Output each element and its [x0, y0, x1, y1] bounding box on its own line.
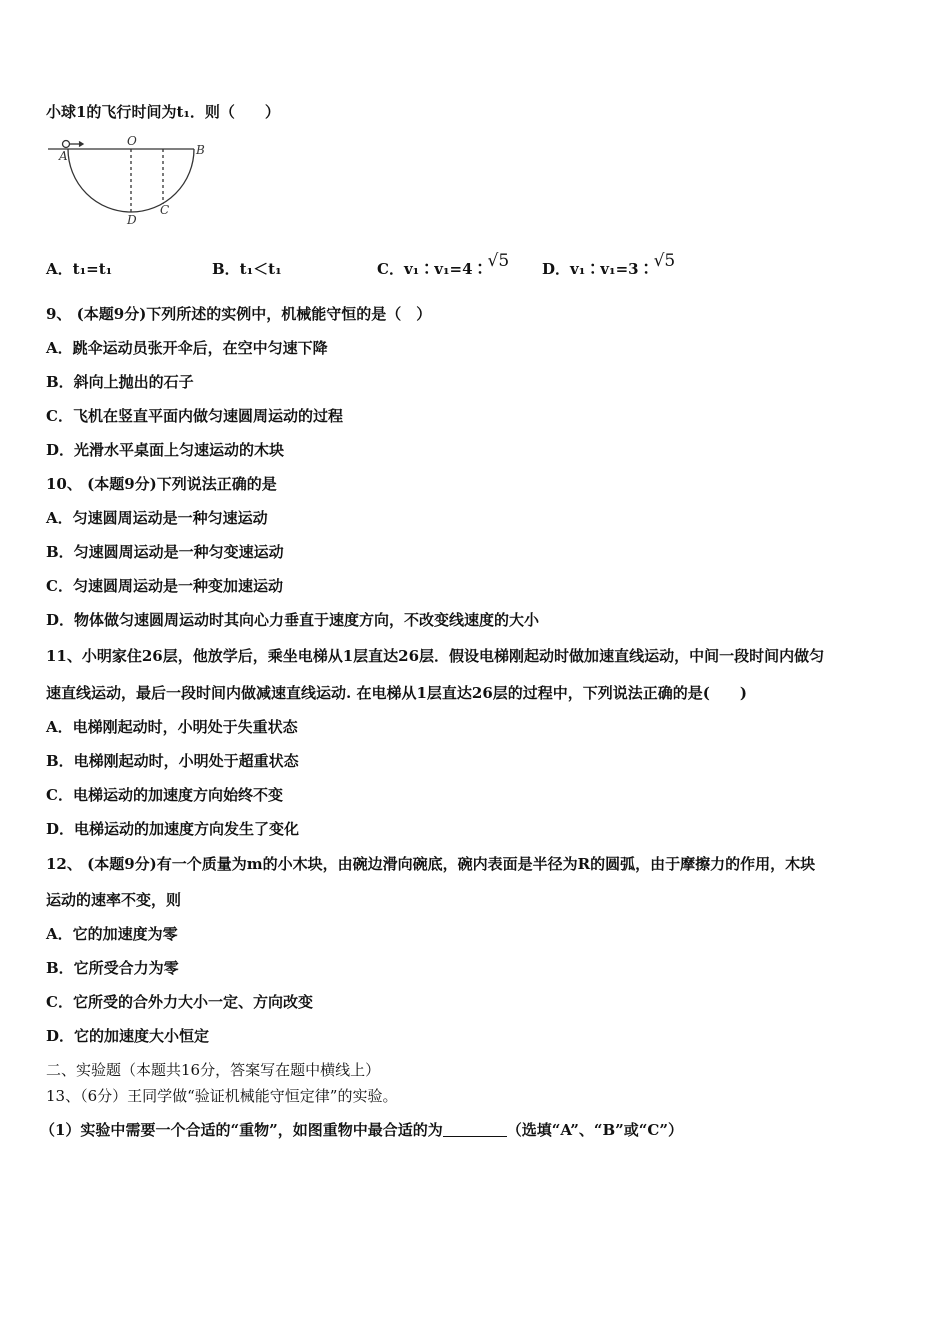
q12-option-c: C．它所受的合外力大小一定、方向改变 — [46, 993, 313, 1011]
q11-option-b: B．电梯刚起动时，小明处于超重状态 — [46, 752, 299, 770]
label-a: A — [59, 149, 68, 163]
ball-arrow-head — [79, 142, 83, 147]
q10-option-d: D．物体做匀速圆周运动时其向心力垂直于速度方向，不改变线速度的大小 — [46, 611, 540, 629]
q9-option-a: A．跳伞运动员张开伞后，在空中匀速下降 — [46, 339, 328, 357]
q13-stem: 13、（6分）王同学做“验证机械能守恒定律”的实验。 — [46, 1087, 398, 1105]
sqrt5-d: √5 — [653, 251, 676, 271]
label-b: B — [196, 143, 205, 157]
q12-stem-line1: 12、 (本题9分)有一个质量为m的小木块，由碗边滑向碗底，碗内表面是半径为R的圆弧，由于摩擦力的作用，木块 — [46, 855, 816, 873]
q11-option-c: C．电梯运动的加速度方向始终不变 — [46, 786, 283, 804]
label-d: D — [127, 213, 137, 227]
q9-option-c: C．飞机在竖直平面内做匀速圆周运动的过程 — [46, 407, 343, 425]
q13-part1: （1）实验中需要一个合适的“重物”，如图重物中最合适的为 （选填“A”、“B”或“C”） — [40, 1121, 683, 1139]
q12-stem-line2: 运动的速率不变，则 — [46, 891, 182, 909]
q9-option-b: B．斜向上抛出的石子 — [46, 373, 194, 391]
q10-option-a: A．匀速圆周运动是一种匀速运动 — [46, 509, 268, 527]
q12-option-b: B．它所受合力为零 — [46, 959, 179, 977]
q11-stem-line2: 速直线运动，最后一段时间内做减速直线运动. 在电梯从1层直达26层的过程中，下列说法正确的是( ) — [46, 684, 747, 702]
q9-option-d: D．光滑水平桌面上匀速运动的木块 — [46, 441, 285, 459]
q11-option-a: A．电梯刚起动时，小明处于失重状态 — [46, 718, 298, 736]
ball-circle — [63, 141, 70, 148]
q10-stem: 10、 (本题9分)下列说法正确的是 — [46, 475, 277, 493]
q8-option-b: B．t₁＜t₁ — [212, 260, 282, 278]
q11-stem-line1: 11、小明家住26层，他放学后，乘坐电梯从1层直达26层．假设电梯刚起动时做加速直线运动，中间一段时间内做匀 — [46, 647, 825, 665]
q8-option-c: C．v₁∶v₁=4∶√5 — [377, 251, 510, 278]
q8-option-a: A．t₁=t₁ — [46, 260, 113, 278]
label-o: O — [127, 134, 137, 148]
q12-option-a: A．它的加速度为零 — [46, 925, 178, 943]
sqrt5-c: √5 — [487, 251, 510, 271]
q9-stem: 9、 (本题9分)下列所述的实例中，机械能守恒的是（ ） — [46, 305, 432, 323]
label-c: C — [160, 203, 170, 217]
semicircle-track-figure — [44, 132, 214, 227]
q10-option-b: B．匀速圆周运动是一种匀变速运动 — [46, 543, 284, 561]
question-8-tail: 小球1的飞行时间为t₁．则（ ） — [46, 103, 280, 121]
q11-option-d: D．电梯运动的加速度方向发生了变化 — [46, 820, 300, 838]
q8-option-d: D．v₁∶v₁=3∶√5 — [542, 251, 676, 278]
q10-option-c: C．匀速圆周运动是一种变加速运动 — [46, 577, 283, 595]
q12-option-d: D．它的加速度大小恒定 — [46, 1027, 210, 1045]
answer-blank[interactable] — [443, 1122, 507, 1137]
section-2-heading: 二、实验题（本题共16分，答案写在题中横线上） — [46, 1061, 381, 1079]
